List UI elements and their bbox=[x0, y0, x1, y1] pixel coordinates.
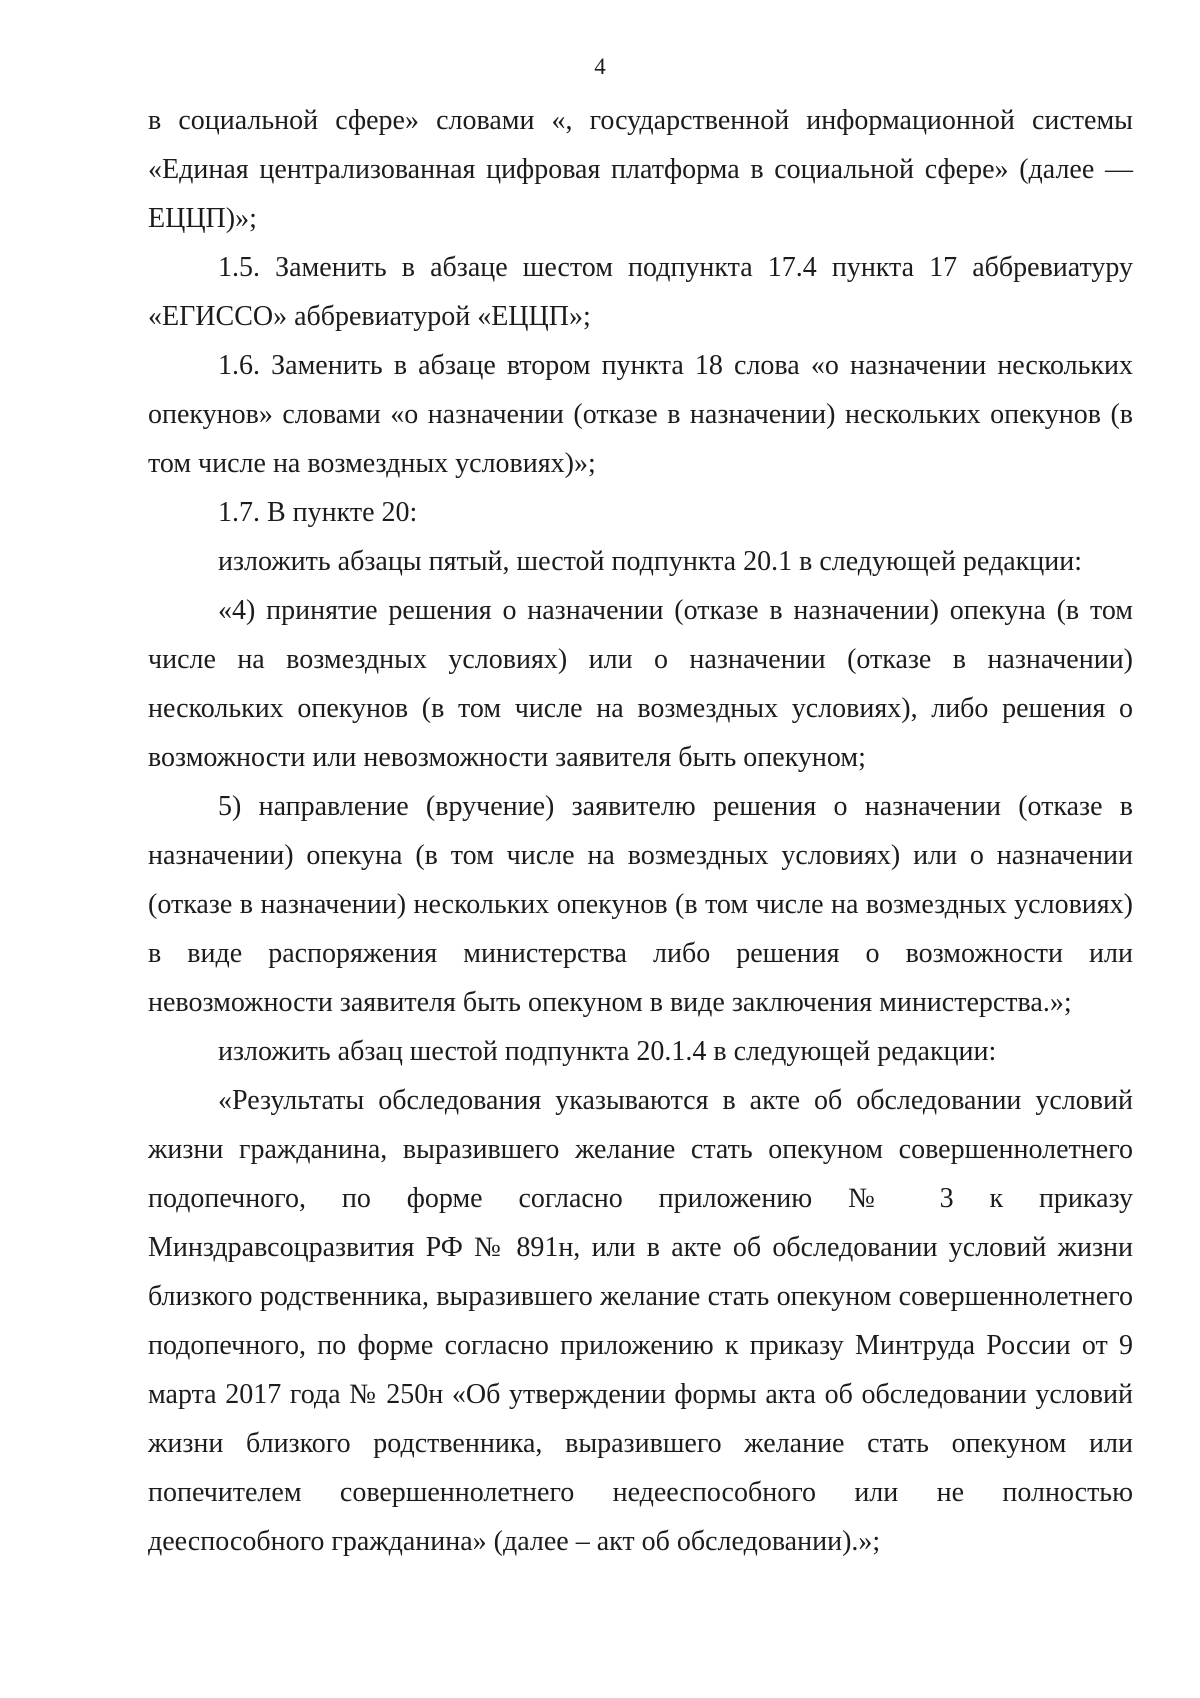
paragraph-1-5: 1.5. Заменить в абзаце шестом подпункта 17.4 пункта 17 аббревиатуру «ЕГИССО» аббревиатурой «ЕЦЦП»; bbox=[148, 252, 1133, 332]
paragraph-results: «Результаты обследования указываются в акте об обследовании условий жизни гражданина, выразившего желание стать опекуном совершеннолетнего подопечного, по форме согласно приложению № 3 к приказу Минздравсоцразвития РФ № 891н, или в акте об обследовании условий жизни близкого родственника, выразившего желание стать опекуном совершеннолетнего подопечного, по форме согласно приложению к приказу Минтруда России от 9 марта 2017 года № 250н «Об утверждении формы акта об обследовании условий жизни близкого родственника, выразившего желание стать опекуном или попечителем совершеннолетнего недееспособного или не полностью дееспособного гражданина» (далее – акт об обследовании).»; bbox=[148, 1085, 1133, 1557]
paragraph-1-6: 1.6. Заменить в абзаце втором пункта 18 слова «о назначении нескольких опекунов» словами «о назначении (отказе в назначении) нескольких опекунов (в том числе на возмездных условиях)»; bbox=[148, 350, 1133, 479]
paragraph-item-4: «4) принятие решения о назначении (отказе в назначении) опекуна (в том числе на возмездных условиях) или о назначении (отказе в назначении) нескольких опекунов (в том числе на возмездных условиях), либо решения о возможности или невозможности заявителя быть опекуном; bbox=[148, 595, 1133, 773]
paragraph-instruction-20-1: изложить абзацы пятый, шестой подпункта 20.1 в следующей редакции: bbox=[218, 546, 1082, 577]
paragraph-instruction-20-1-4: изложить абзац шестой подпункта 20.1.4 в следующей редакции: bbox=[218, 1036, 997, 1067]
paragraph-continuation: в социальной сфере» словами «, государственной информационной системы «Единая централизованная цифровая платформа в социальной сфере» (далее — ЕЦЦП)»; bbox=[148, 105, 1133, 234]
document-body bbox=[148, 96, 1133, 1566]
paragraph-item-5: 5) направление (вручение) заявителю решения о назначении (отказе в назначении) опекуна (в том числе на возмездных условиях) или о назначении (отказе в назначении) нескольких опекунов (в том числе на возмездных условиях) в виде распоряжения министерства либо решения о возможности или невозможности заявителя быть опекуном в виде заключения министерства.»; bbox=[148, 791, 1133, 1018]
paragraph-1-7: 1.7. В пункте 20: bbox=[218, 497, 418, 528]
page-number: 4 bbox=[594, 54, 606, 79]
